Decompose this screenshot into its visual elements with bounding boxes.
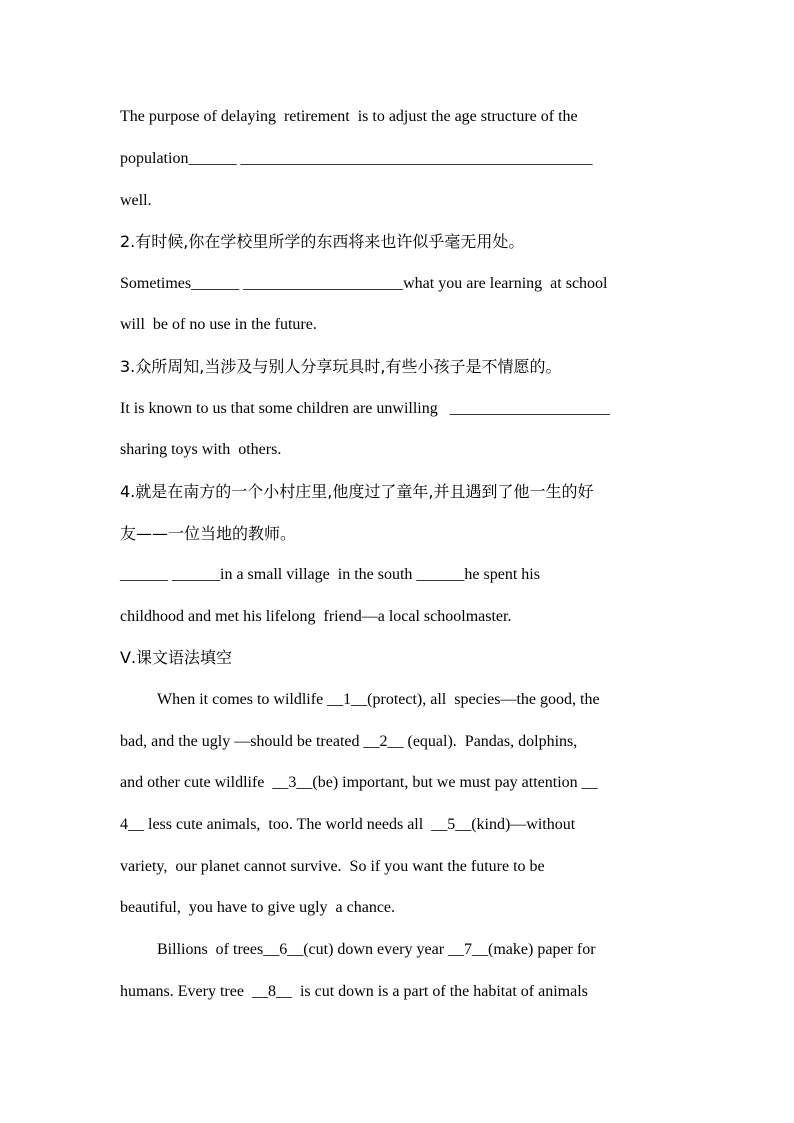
passage-line-7: Billions of trees__6__(cut) down every year __7__(make) paper for	[157, 941, 596, 958]
question-4-chinese: 4.就是在南方的一个小村庄里,他度过了童年,并且遇到了他一生的好	[120, 482, 594, 501]
section-v-heading: Ⅴ.课文语法填空	[120, 648, 233, 667]
text-line-13: childhood and met his lifelong friend—a local schoolmaster.	[120, 608, 512, 625]
passage-line-3: and other cute wildlife __3__(be) important, but we must pay attention __	[120, 774, 598, 791]
passage-line-8: humans. Every tree __8__ is cut down is a part of the habitat of animals	[120, 983, 588, 1000]
text-line-9: sharing toys with others.	[120, 441, 282, 458]
text-line-3: well.	[120, 192, 152, 209]
question-3-chinese: 3.众所周知,当涉及与别人分享玩具时,有些小孩子是不情愿的。	[120, 357, 562, 376]
question-2-chinese: 2.有时候,你在学校里所学的东西将来也许似乎毫无用处。	[120, 232, 525, 251]
passage-line-2: bad, and the ugly —should be treated __2__ (equal). Pandas, dolphins,	[120, 733, 578, 750]
text-line-8: It is known to us that some children are unwilling ____________________	[120, 400, 610, 417]
passage-line-1: When it comes to wildlife __1__(protect), all species—the good, the	[157, 691, 600, 708]
question-4-chinese-cont: 友——一位当地的教师。	[120, 524, 297, 543]
text-line-6: will be of no use in the future.	[120, 316, 317, 333]
text-line-1: The purpose of delaying retirement is to adjust the age structure of the	[120, 108, 578, 125]
passage-line-6: beautiful, you have to give ugly a chance.	[120, 899, 396, 916]
passage-line-4: 4__ less cute animals, too. The world needs all __5__(kind)—without	[120, 816, 576, 833]
text-line-12: ______ ______in a small village in the south ______he spent his	[120, 566, 540, 583]
text-line-2: population______ ____________________________________________	[120, 150, 593, 167]
passage-line-5: variety, our planet cannot survive. So if you want the future to be	[120, 858, 545, 875]
text-line-5: Sometimes______ ____________________what you are learning at school	[120, 275, 608, 292]
